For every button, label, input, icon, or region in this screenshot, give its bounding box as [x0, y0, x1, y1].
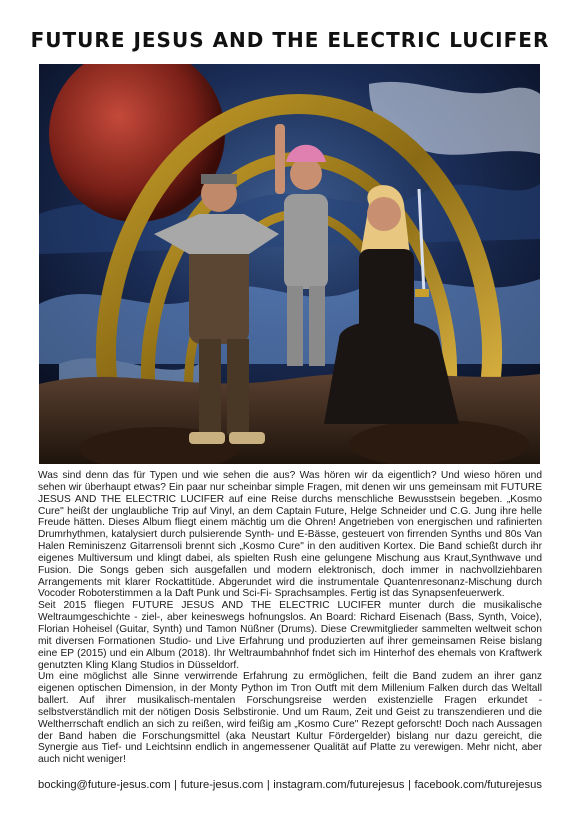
contact-footer [38, 779, 542, 791]
bio-paragraph-2: Seit 2015 fliegen FUTURE JESUS AND THE ELECTRIC LUCIFER munter durch die musikalische Weltraumgeschichte - ziel-, aber keineswegs hofnungslos. An Board: Richard Eisenach (Bass, Synth, Voice), Florian Hoheisel (Guitar, Synth) und Tamon Nüßner (Drums). Diese Crewmitglieder sammelten weltweit schon mit diversen Formationen Studio- und Live Erfahrung und produzierten auf ihrer gemeinsamen Reise bislang eine EP (2015) und ein Album (2018). Ihr Weltraumbahnhof fndet sich im Hinterhof des ehemals von Kraftwerk genutzten Kling Klang Studios in Düsseldorf. [38, 600, 542, 671]
footer-separator: | [266, 779, 270, 791]
band-photo [39, 64, 540, 464]
bio-paragraph-1: Was sind denn das für Typen und wie sehen die aus? Was hören wir da eigentlich? Und wieso hören und sehen wir überhaupt etwas? Ein paar nur scheinbar simple Fragen, mit denen wir uns gemeinsam mit FUTURE JESUS AND THE ELECTRIC LUCIFER auf eine Reise durchs menschliche Bewusstsein begeben. „Kosmo Cure" heißt der unglaubliche Trip auf Vinyl, an dem Captain Future, Helge Schneider und C.G. Jung ihre helle Freude hätten. Dieses Album fliegt einem mächtig um die Ohren! Angetrieben von energischen und rafinierten Drumrhythmen, katalysiert durch pulsierende Synth- und E-Bässe, gesteuert von firrenden Synths und 80s Van Halen Reminiszenz Gitarrensoli brennt sich „Kosmo Cure" in den auditiven Kortex. Die Band schießt durch ihr eigenes Multiversum und klingt dabei, als spielten Rush eine gelungene Mischung aus Kraut,Synthwave und Fusion. Die Songs geben sich ausgefallen und modern elektronisch, doch immer in nachvollziehbaren Arrangements mit klarer Rockattitüde. Abgerundet wird die instrumentale Quantenresonanz-Mischung durch Vocoder Roboterstimmen a la Daft Punk und Sci-Fi- Sprachsamples. Fertig ist das Synapsenfeuerwerk. [38, 470, 542, 600]
website-link[interactable]: future-jesus.com [180, 779, 264, 791]
footer-separator: | [408, 779, 411, 791]
bio-paragraph-3: Um eine möglichst alle Sinne verwirrende Erfahrung zu ermöglichen, feilt die Band zudem an ihrer ganz eigenen optischen Dimension, in der Monty Python im Tron Outft mit dem Millenium Falken durch das Weltall ballert. Auf ihrer musikalisch-mentalen Forschungsreise werden existenzielle Fragen erkundet - selbstverständlich mit der nötigen Dosis Selbstironie. Und um Raum, Zeit und Geist zu transzendieren und die Weltherrschaft endlich an sich zu reißen, wird feißig am „Kosmo Cure" Rezept geforscht! Doch nach Aussagen der Band haben die Forschungsmittel (aka Neustart Kultur Fördergelder) bislang nur dazu gereicht, die Synergie aus Tief- und Leichtsinn endlich in angemessener Qualität auf Platte zu verewigen. Mehr nicht, aber auch nicht weniger! [38, 671, 542, 766]
page-title: FUTURE JESUS AND THE ELECTRIC LUCIFER [30, 28, 550, 52]
bio-text [38, 470, 542, 766]
instagram-link[interactable]: instagram.com/futurejesus [273, 779, 405, 791]
email-link[interactable]: bocking@future-jesus.com [38, 779, 171, 791]
footer-separator: | [174, 779, 178, 791]
facebook-link[interactable]: facebook.com/futurejesus [414, 779, 542, 791]
band-photo-illustration [39, 64, 540, 464]
